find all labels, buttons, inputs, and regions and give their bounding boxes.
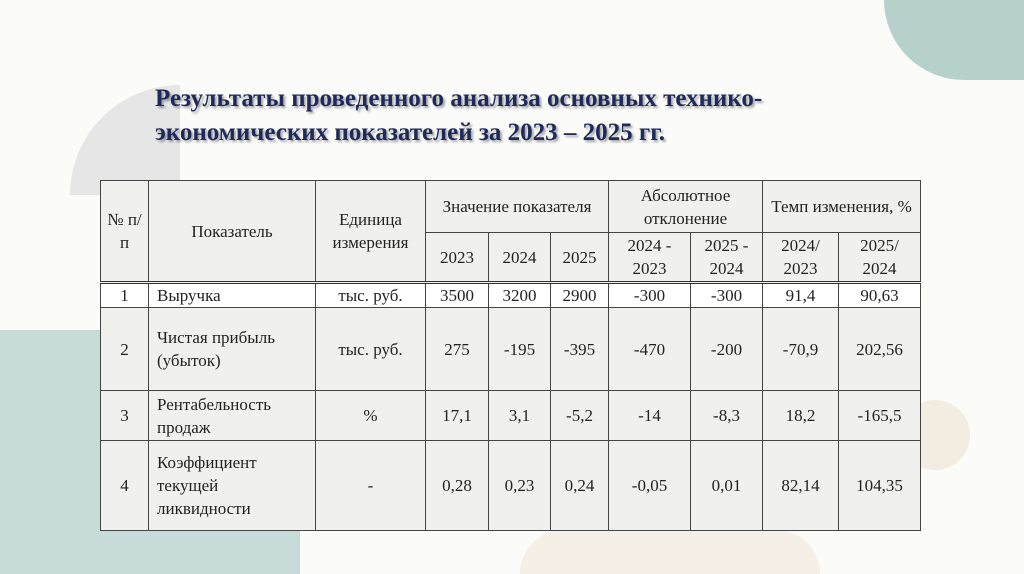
row-value: 3500 — [426, 283, 489, 308]
row-indicator: Коэффициент текущей ликвидности — [149, 441, 316, 531]
row-value: -0,05 — [609, 441, 691, 531]
row-value: -300 — [609, 283, 691, 308]
row-indicator: Чистая прибыль (убыток) — [149, 308, 316, 391]
row-value: 0,24 — [551, 441, 609, 531]
row-value: -470 — [609, 308, 691, 391]
row-indicator: Рентабельность продаж — [149, 391, 316, 441]
subheader: 2023 — [426, 233, 489, 283]
slide-title: Результаты проведенного анализа основных технико-экономических показателей за 2023 – 2025 гг. — [155, 85, 763, 146]
decor-beige-arc — [520, 530, 820, 574]
row-unit: - — [316, 441, 426, 531]
row-value: 202,56 — [839, 308, 921, 391]
row-value: -14 — [609, 391, 691, 441]
row-value: -200 — [691, 308, 763, 391]
row-value: 2900 — [551, 283, 609, 308]
header-rate: Темп изменения, % — [763, 181, 921, 233]
subheader: 2024/ 2023 — [763, 233, 839, 283]
row-unit: тыс. руб. — [316, 308, 426, 391]
indicators-table — [100, 180, 921, 531]
row-indicator: Выручка — [149, 283, 316, 308]
row-value: -195 — [489, 308, 551, 391]
header-abs: Абсолютное отклонение — [609, 181, 763, 233]
header-unit: Единица измерения — [316, 181, 426, 283]
row-unit: % — [316, 391, 426, 441]
subheader: 2025 — [551, 233, 609, 283]
row-number: 2 — [101, 308, 149, 391]
subheader: 2025/ 2024 — [839, 233, 921, 283]
row-value: -5,2 — [551, 391, 609, 441]
row-value: 275 — [426, 308, 489, 391]
table-row — [101, 308, 921, 391]
row-number: 1 — [101, 283, 149, 308]
subheader: 2025 - 2024 — [691, 233, 763, 283]
subheader: 2024 — [489, 233, 551, 283]
row-value: -300 — [691, 283, 763, 308]
row-value: 3200 — [489, 283, 551, 308]
row-value: 17,1 — [426, 391, 489, 441]
row-value: 0,23 — [489, 441, 551, 531]
row-value: 91,4 — [763, 283, 839, 308]
row-number: 4 — [101, 441, 149, 531]
row-value: -395 — [551, 308, 609, 391]
header-indicator: Показатель — [149, 181, 316, 283]
row-unit: тыс. руб. — [316, 283, 426, 308]
row-value: -8,3 — [691, 391, 763, 441]
row-value: 90,63 — [839, 283, 921, 308]
row-value: -165,5 — [839, 391, 921, 441]
table-row — [101, 391, 921, 441]
header-value: Значение показателя — [426, 181, 609, 233]
row-value: 82,14 — [763, 441, 839, 531]
row-value: 104,35 — [839, 441, 921, 531]
header-num: № п/п — [101, 181, 149, 283]
table-row — [101, 283, 921, 308]
row-value: -70,9 — [763, 308, 839, 391]
row-value: 0,01 — [691, 441, 763, 531]
row-value: 0,28 — [426, 441, 489, 531]
decor-teal-top — [884, 0, 1024, 80]
row-value: 18,2 — [763, 391, 839, 441]
subheader: 2024 - 2023 — [609, 233, 691, 283]
table-row — [101, 441, 921, 531]
row-number: 3 — [101, 391, 149, 441]
row-value: 3,1 — [489, 391, 551, 441]
